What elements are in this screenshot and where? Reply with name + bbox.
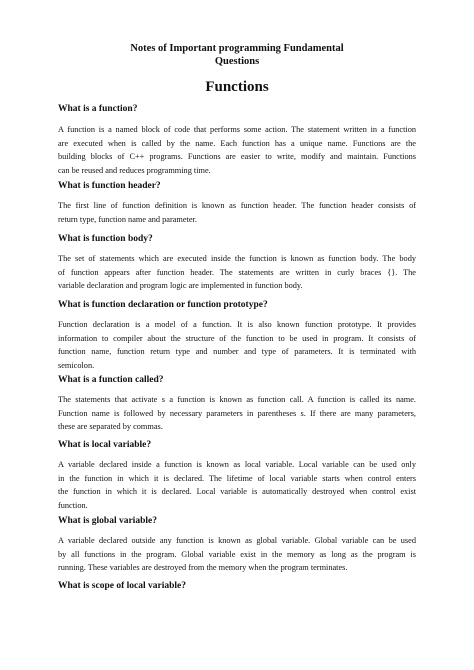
question-heading: What is global variable? (58, 516, 157, 526)
answer-line: can be reused and reduces programming time. (58, 165, 211, 175)
answer-line: by all functions in the program. Global variable exist in the memory as long as the program is (58, 549, 416, 559)
answer-paragraph (58, 252, 416, 293)
section-heading-functions: Functions (205, 79, 269, 95)
answer-line: A variable declared inside a function is known as local variable. Local variable can be used only (58, 460, 416, 469)
answer-line: information to compiler about the structure of the function to be used in program. It consists of (58, 333, 416, 343)
question-heading: What is local variable? (58, 440, 152, 450)
answer-line: A function is a named block of code that performs some action. The statement written in a function (58, 125, 416, 134)
question-heading: What is function header? (58, 181, 161, 191)
document-title-line-1: Notes of Important programming Fundamental (130, 43, 344, 54)
answer-paragraph (58, 199, 416, 226)
answer-line: in the function in which it is declared. The lifetime of local variable starts when control enters (58, 473, 416, 483)
answer-paragraph (58, 318, 416, 372)
document-title-line-2: Questions (214, 56, 260, 67)
question-heading: What is a function called? (58, 375, 164, 385)
answer-line: building blocks of C++ programs. Functions are easier to write, modify and maintain. Functions (58, 152, 416, 162)
question-heading: What is function declaration or function prototype? (58, 300, 268, 310)
answer-paragraph (58, 458, 416, 512)
answer-line: The first line of function definition is known as function header. The function header consists of (58, 201, 416, 210)
answer-line: are executed when is called by the name. Each function has a unique name. Functions are the (58, 138, 416, 148)
answer-line: return type, function name and parameter. (58, 214, 197, 224)
answer-paragraph (58, 393, 416, 434)
question-heading: What is function body? (58, 234, 153, 244)
answer-line: Function name is followed by necessary parameters in parentheses s. If there are many parameters, (58, 408, 416, 418)
answer-paragraph (58, 123, 416, 177)
answer-line: of function appears after function header. The statements are written in curly braces {}. The (58, 267, 416, 277)
answer-line: semicolon. (58, 360, 95, 370)
answer-paragraph (58, 534, 416, 575)
answer-line: the function in which it is declared. Local variable is automatically destroyed when control exist (58, 487, 416, 497)
question-heading: What is a function? (58, 104, 138, 114)
answer-line: A variable declared outside any function is known as global variable. Global variable can be used (58, 536, 416, 545)
answer-line: these are separated by commas. (58, 422, 163, 432)
answer-line: The set of statements which are executed inside the function is known as function body. The body (58, 254, 416, 263)
answer-line: running. These variables are destroyed from the memory when the program terminates. (58, 563, 348, 573)
answer-line: Function declaration is a model of a function. It is also known function prototype. It provides (58, 320, 416, 329)
question-heading: What is scope of local variable? (58, 581, 186, 591)
answer-line: function. (58, 500, 88, 510)
answer-line: variable declaration and program logic are implemented in function body. (58, 281, 303, 291)
answer-line: The statements that activate s a function is known as function call. A function is called its name. (58, 395, 416, 404)
answer-line: function name, function return type and number and type of parameters. It is terminated with (58, 347, 416, 357)
